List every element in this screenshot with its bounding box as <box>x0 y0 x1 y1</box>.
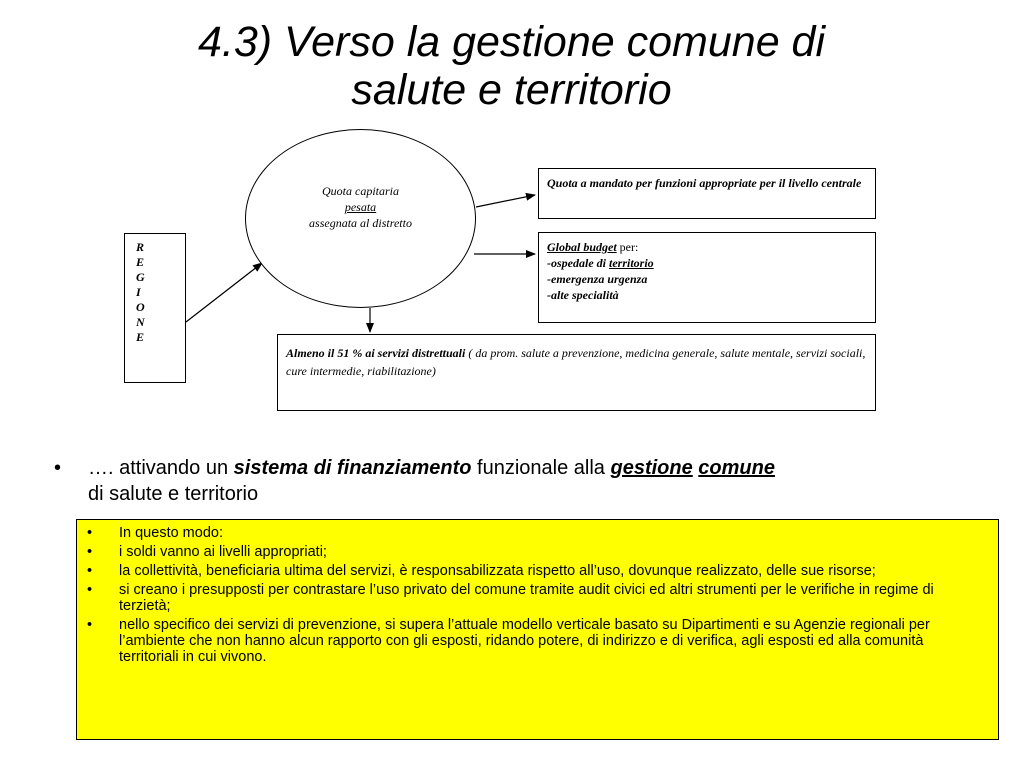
quota-capitaria-text <box>245 183 476 231</box>
list-item <box>87 525 984 541</box>
list-item <box>87 544 984 560</box>
list-item <box>87 582 984 614</box>
regione-letter: O <box>136 300 145 314</box>
bullet-glyph: • <box>87 525 93 541</box>
regione-letter: E <box>136 330 145 344</box>
arrow-ellipse-to-central <box>476 195 535 207</box>
bullet-glyph: • <box>87 544 93 560</box>
central-quota-text: Quota a mandato per funzioni appropriate per il livello centrale <box>547 176 862 190</box>
global-budget-item: -alte specialità <box>547 288 619 302</box>
text-part-emphasis: sistema di finanziamento <box>233 457 472 479</box>
list-item-text: si creano i presupposti per contrastare l’uso privato del comune tramite audit civici ed altri strumenti per le verifiche in regime di terzietà; <box>119 582 934 614</box>
item-prefix: -ospedale di <box>547 256 609 270</box>
global-budget-per: per: <box>616 240 639 254</box>
main-bullet-point <box>54 455 984 507</box>
regione-letter: R <box>136 240 145 254</box>
title-line-1: 4.3) Verso la gestione comune di <box>197 18 826 66</box>
services-bold-text: Almeno il 51 % ai servizi distrettuali <box>286 346 466 360</box>
list-item-text: i soldi vanno ai livelli appropriati; <box>119 544 327 560</box>
global-budget-item: -emergenza urgenza <box>547 272 648 286</box>
global-budget-box <box>538 232 876 323</box>
highlight-list <box>87 525 984 665</box>
regione-letter: E <box>136 255 145 269</box>
distrettuali-services-box <box>277 334 876 411</box>
services-detail-text: ( da prom. salute a prevenzione, medicina generale, salute mentale, servizi sociali, cure intermedie, riabilitazione) <box>286 346 866 378</box>
text-part: di salute e territorio <box>88 483 259 505</box>
bullet-glyph: • <box>87 617 93 633</box>
central-quota-box <box>538 168 876 219</box>
regione-letter: I <box>136 285 141 299</box>
text-part-underlined: comune <box>698 457 775 479</box>
bullet-glyph: • <box>54 457 62 479</box>
regione-box <box>124 233 186 383</box>
regione-letter: N <box>136 315 145 329</box>
bullet-glyph: • <box>87 582 93 598</box>
ellipse-line-3: assegnata al distretto <box>309 216 412 230</box>
global-budget-heading <box>547 239 867 255</box>
list-item <box>87 563 984 579</box>
highlight-box <box>76 519 999 740</box>
regione-letter: G <box>136 270 145 284</box>
text-part: …. attivando un <box>88 457 234 479</box>
ellipse-line-2: pesata <box>344 200 377 214</box>
list-item-text: In questo modo: <box>119 525 223 541</box>
bullet-glyph: • <box>87 563 93 579</box>
item-underlined: territorio <box>609 256 654 270</box>
text-part: funzionale alla <box>471 457 611 479</box>
list-item-text: la collettività, beneficiaria ultima del servizi, è responsabilizzata rispetto all’uso, dovunque realizzato, delle sue risorse; <box>119 563 876 579</box>
main-bullet-text <box>88 455 984 507</box>
text-part-underlined: gestione <box>610 457 693 479</box>
list-item <box>87 617 984 665</box>
global-budget-label: Global budget <box>547 240 617 254</box>
title-line-2: salute e territorio <box>351 66 672 114</box>
list-item-text: nello specifico dei servizi di prevenzione, si supera l’attuale modello verticale basato su Dipartimenti e su Agenzie regionali per l’ambiente che non hanno alcun rapporto con gli esposti, ridando potere, di indirizzo e di verifica, agli esposti ed alla comunità territoriali in cui vivono. <box>119 617 930 665</box>
ellipse-line-1: Quota capitaria <box>322 184 399 198</box>
arrow-regione-to-ellipse <box>186 263 262 322</box>
global-budget-item <box>547 255 867 271</box>
